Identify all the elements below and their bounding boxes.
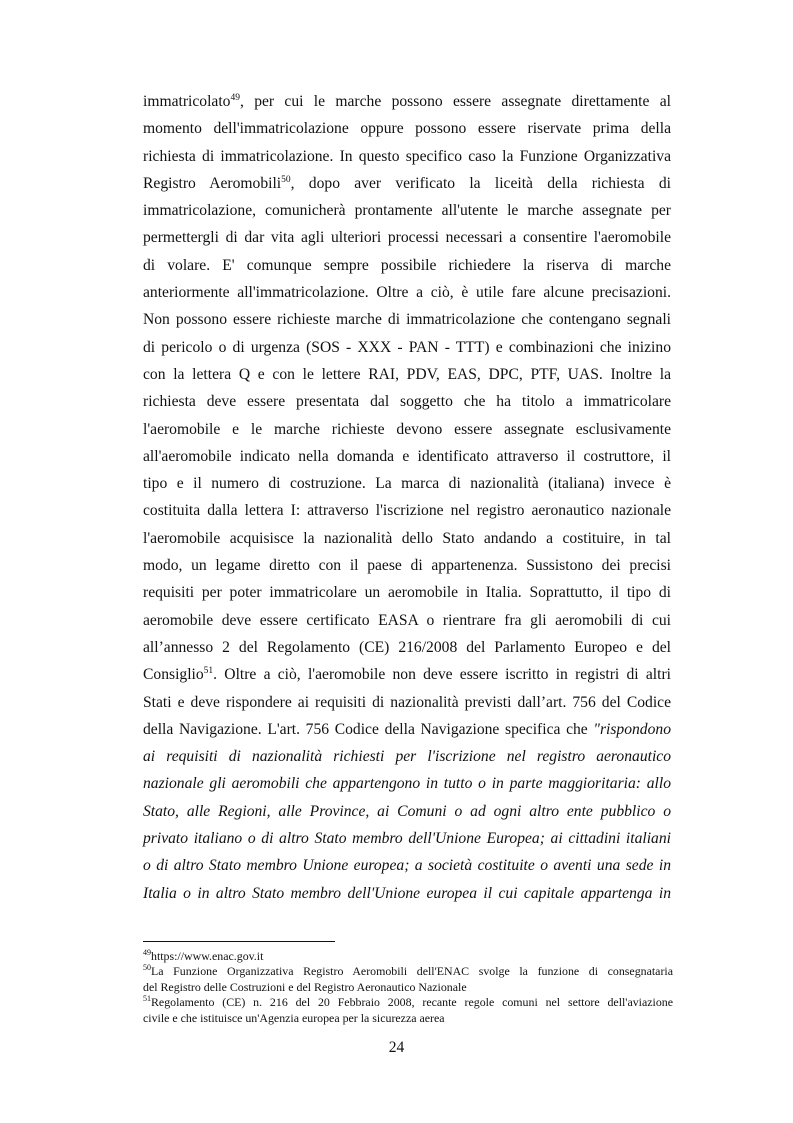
text-line: richiesta deve essere presentata dal soggetto che ha titolo a immatricolare [143, 393, 671, 411]
footnote-50-cont: del Registro delle Costruzioni e del Registro Aeronautico Nazionale [143, 979, 467, 994]
text-line: Consiglio$^{51}$. Oltre a ciò, l'aeromobile non deve essere iscritto in registri di altri [143, 666, 671, 684]
text-line: l'aeromobile acquisisce la nazionalità dello Stato andando a costituire, in tal [143, 529, 671, 547]
text-line: immatricolazione, comunicherà prontamente all'utente le marche assegnate per [143, 202, 671, 220]
footnote-separator [143, 941, 335, 942]
text-line: anteriormente all'immatricolazione. Oltre a ciò, è utile fare alcune precisazioni. [143, 284, 671, 302]
quote-line: privato italiano o di altro Stato membro dell'Unione Europea; ai cittadini italiani [143, 830, 671, 848]
text-line: momento dell'immatricolazione oppure possono essere riservate prima della [143, 120, 671, 138]
footnote-ref-50: 50 [281, 174, 291, 185]
footnote-number: 51 [143, 994, 151, 1004]
text-line: all’annesso 2 del Regolamento (CE) 216/2008 del Parlamento Europeo e del [143, 638, 671, 656]
footnote-ref-51: 51 [203, 666, 214, 677]
text-line: Non possono essere richieste marche di immatricolazione che contengano segnali [143, 311, 671, 329]
footnotes [143, 949, 673, 1026]
page-number: 24 [388, 1039, 405, 1056]
text-line: aeromobile deve essere certificato EASA o rientrare fra gli aeromobili di cui [143, 611, 671, 629]
footnote-number: 50 [143, 963, 151, 973]
text-line: della Navigazione. L'art. 756 Codice della Navigazione specifica che "rispondono [143, 720, 671, 738]
text-line: Registro Aeromobili$^{50}$, dopo aver verificato la liceità della richiesta di [143, 174, 671, 192]
footnote-51-cont: civile e che istituisce un'Agenzia europea per la sicurezza aerea [143, 1010, 445, 1025]
text-line: Stati e deve rispondere ai requisiti di nazionalità previsti dall’art. 756 del Codice [143, 693, 671, 711]
text-line: requisiti per poter immatricolare un aeromobile in Italia. Soprattutto, il tipo di [143, 584, 671, 602]
text-line: costituita dalla lettera I: attraverso l'iscrizione nel registro aeronautico nazionale [143, 502, 671, 520]
text-line: l'aeromobile e le marche richieste devono essere assegnate esclusivamente [143, 420, 671, 438]
footnote-number: 49 [143, 948, 151, 958]
text-line: all'aeromobile indicato nella domanda e identificato attraverso il costruttore, il [143, 447, 671, 465]
text-line: con la lettera Q e con le lettere RAI, PDV, EAS, DPC, PTF, UAS. Inoltre la [143, 365, 671, 383]
footnote-50: $^{50}$La Funzione Organizzativa Registro Aeromobili dell'ENAC svolge la funzione di consegnataria [143, 963, 673, 979]
text-line: permettergli di dar vita agli ulteriori processi necessari a consentire l'aeromobile [143, 229, 671, 247]
text-line: di volare. E' comunque sempre possibile richiedere la riserva di marche [143, 256, 671, 274]
quote-line: Stato, alle Regioni, alle Province, ai Comuni o ad ogni altro ente pubblico o [143, 802, 671, 820]
text-line: di pericolo o di urgenza (SOS - XXX - PAN - TTT) e combinazioni che inizino [143, 338, 671, 356]
quote-line: Italia o in altro Stato membro dell'Unione europea il cui capitale appartenga in [143, 884, 671, 902]
text-line: modo, un legame diretto con il paese di appartenenza. Sussistono dei precisi [143, 557, 671, 575]
text-line: richiesta di immatricolazione. In questo specifico caso la Funzione Organizzativa [143, 147, 671, 165]
footnote-ref-49: 49 [230, 92, 240, 103]
quote-start: "rispondono [593, 720, 671, 738]
body-text [143, 88, 671, 907]
text-line: tipo e il numero di costruzione. La marca di nazionalità (italiana) invece è [143, 475, 671, 493]
footnote-link[interactable]: https://www.enac.gov.it [151, 949, 264, 963]
quote-line: ai requisiti di nazionalità richiesti per l'iscrizione nel registro aeronautico [143, 748, 671, 766]
text-line: immatricolato$^{49}$, per cui le marche possono essere assegnate direttamente al [143, 92, 671, 110]
quote-line: o di altro Stato membro Unione europea; a società costituite o aventi una sede in [143, 857, 671, 875]
footnote-51: $^{51}$Regolamento (CE) n. 216 del 20 Febbraio 2008, recante regole comuni nel settore dell'aviazione [143, 994, 673, 1010]
footnote-49 [143, 949, 673, 964]
quote-line: nazionale gli aeromobili che appartengono in tutto o in parte maggioritaria: allo [143, 775, 671, 793]
